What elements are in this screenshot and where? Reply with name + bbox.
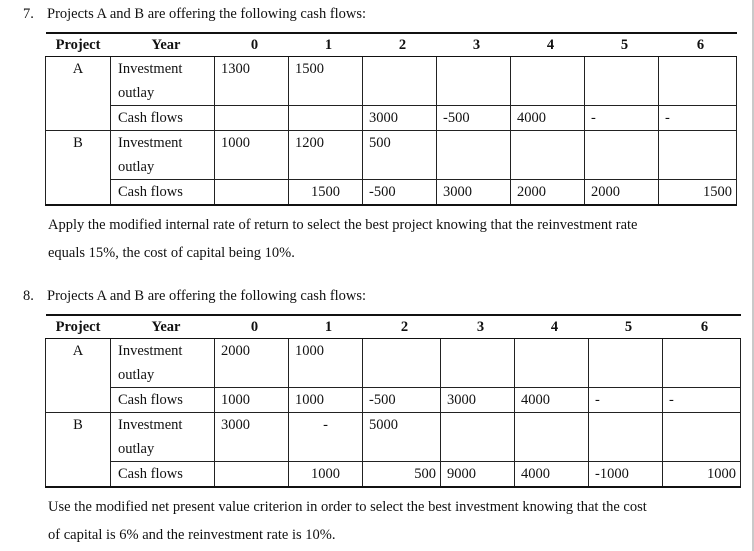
b-cash-flow-5: -1000 — [589, 462, 663, 488]
problem-text-line: of capital is 6% and the reinvestment rate is 10%. — [48, 527, 336, 543]
problem-number: 7. — [23, 6, 34, 22]
header-year-6: 6 — [659, 33, 737, 57]
header-year-3: 3 — [441, 315, 515, 339]
a-investment-3 — [441, 339, 515, 364]
b-investment-6 — [659, 131, 737, 156]
outlay-label: outlay — [111, 363, 215, 388]
problem-heading-text: Projects A and B are offering the following cash flows: — [47, 288, 367, 304]
a-investment-6 — [659, 57, 737, 82]
table-row — [46, 388, 741, 413]
problem-heading — [23, 6, 366, 23]
b-cash-flow-3: 9000 — [441, 462, 515, 488]
problem-text-line: Apply the modified internal rate of return to select the best project knowing that the reinvestment rate — [48, 217, 638, 233]
cash-flows-label: Cash flows — [111, 462, 215, 488]
project-a-label: A — [46, 339, 111, 364]
table-row — [46, 81, 737, 106]
a-cash-flow-0: 1000 — [215, 388, 289, 413]
b-investment-3 — [441, 413, 515, 438]
a-investment-2 — [363, 57, 437, 82]
a-investment-6 — [663, 339, 741, 364]
header-project: Project — [46, 33, 111, 57]
table-row — [46, 462, 741, 488]
cash-flows-label: Cash flows — [111, 180, 215, 206]
table-row — [46, 413, 741, 438]
b-investment-1: - — [289, 413, 363, 438]
b-cash-flow-2: 500 — [363, 462, 441, 488]
a-cash-flow-4: 4000 — [511, 106, 585, 131]
header-year-0: 0 — [215, 315, 289, 339]
problem-text — [48, 211, 688, 267]
b-investment-2: 5000 — [363, 413, 441, 438]
a-cash-flow-6: - — [663, 388, 741, 413]
table-row — [46, 131, 737, 156]
a-investment-4 — [515, 339, 589, 364]
b-investment-5 — [589, 413, 663, 438]
b-cash-flow-4: 2000 — [511, 180, 585, 206]
b-cash-flow-1: 1500 — [289, 180, 363, 206]
a-cash-flow-5: - — [589, 388, 663, 413]
a-investment-0: 2000 — [215, 339, 289, 364]
a-cash-flow-4: 4000 — [515, 388, 589, 413]
a-cash-flow-3: -500 — [437, 106, 511, 131]
a-investment-4 — [511, 57, 585, 82]
b-investment-4 — [515, 413, 589, 438]
b-cash-flow-0 — [215, 462, 289, 488]
table-header-row — [46, 33, 737, 57]
b-cash-flow-3: 3000 — [437, 180, 511, 206]
header-year-0: 0 — [215, 33, 289, 57]
project-a-label: A — [46, 57, 111, 82]
b-investment-0: 3000 — [215, 413, 289, 438]
cash-flow-table — [45, 32, 737, 206]
b-investment-3 — [437, 131, 511, 156]
a-investment-1: 1000 — [289, 339, 363, 364]
header-year-1: 1 — [289, 315, 363, 339]
table-row — [46, 57, 737, 82]
table-row — [46, 180, 737, 206]
a-cash-flow-2: -500 — [363, 388, 441, 413]
a-cash-flow-1: 1000 — [289, 388, 363, 413]
problem-text-line: equals 15%, the cost of capital being 10%. — [48, 245, 295, 261]
header-year-2: 2 — [363, 315, 441, 339]
a-investment-5 — [585, 57, 659, 82]
b-investment-1: 1200 — [289, 131, 363, 156]
investment-label: Investment — [111, 339, 215, 364]
a-cash-flow-2: 3000 — [363, 106, 437, 131]
table-row — [46, 363, 741, 388]
outlay-label: outlay — [111, 155, 215, 180]
b-cash-flow-6: 1000 — [663, 462, 741, 488]
a-investment-2 — [363, 339, 441, 364]
investment-label: Investment — [111, 413, 215, 438]
header-year-6: 6 — [663, 315, 741, 339]
table-row — [46, 437, 741, 462]
problem-number: 8. — [23, 288, 34, 304]
a-investment-5 — [589, 339, 663, 364]
header-year-5: 5 — [585, 33, 659, 57]
b-investment-0: 1000 — [215, 131, 289, 156]
header-year: Year — [111, 315, 215, 339]
header-year-4: 4 — [515, 315, 589, 339]
investment-label: Investment — [111, 131, 215, 156]
b-cash-flow-4: 4000 — [515, 462, 589, 488]
a-cash-flow-6: - — [659, 106, 737, 131]
cash-flows-label: Cash flows — [111, 106, 215, 131]
b-cash-flow-6: 1500 — [659, 180, 737, 206]
b-investment-5 — [585, 131, 659, 156]
b-investment-4 — [511, 131, 585, 156]
b-cash-flow-0 — [215, 180, 289, 206]
b-cash-flow-1: 1000 — [289, 462, 363, 488]
a-cash-flow-5: - — [585, 106, 659, 131]
b-cash-flow-2: -500 — [363, 180, 437, 206]
problem-text — [48, 493, 688, 549]
outlay-label: outlay — [111, 81, 215, 106]
header-year-4: 4 — [511, 33, 585, 57]
header-year-3: 3 — [437, 33, 511, 57]
a-investment-3 — [437, 57, 511, 82]
table-header-row — [46, 315, 741, 339]
header-year-1: 1 — [289, 33, 363, 57]
a-cash-flow-1 — [289, 106, 363, 131]
table-row — [46, 339, 741, 364]
table-row — [46, 155, 737, 180]
header-year: Year — [111, 33, 215, 57]
a-investment-1: 1500 — [289, 57, 363, 82]
a-cash-flow-3: 3000 — [441, 388, 515, 413]
header-year-5: 5 — [589, 315, 663, 339]
header-year-2: 2 — [363, 33, 437, 57]
a-cash-flow-0 — [215, 106, 289, 131]
table-row — [46, 106, 737, 131]
header-project: Project — [46, 315, 111, 339]
problem-heading — [23, 288, 366, 305]
problem-text-line: Use the modified net present value criterion in order to select the best investment knowing that the cost — [48, 499, 647, 515]
b-investment-2: 500 — [363, 131, 437, 156]
outlay-label: outlay — [111, 437, 215, 462]
project-b-label: B — [46, 131, 111, 156]
project-b-label: B — [46, 413, 111, 438]
a-investment-0: 1300 — [215, 57, 289, 82]
b-cash-flow-5: 2000 — [585, 180, 659, 206]
cash-flows-label: Cash flows — [111, 388, 215, 413]
problem-heading-text: Projects A and B are offering the following cash flows: — [47, 6, 367, 22]
cash-flow-table — [45, 314, 741, 488]
investment-label: Investment — [111, 57, 215, 82]
b-investment-6 — [663, 413, 741, 438]
